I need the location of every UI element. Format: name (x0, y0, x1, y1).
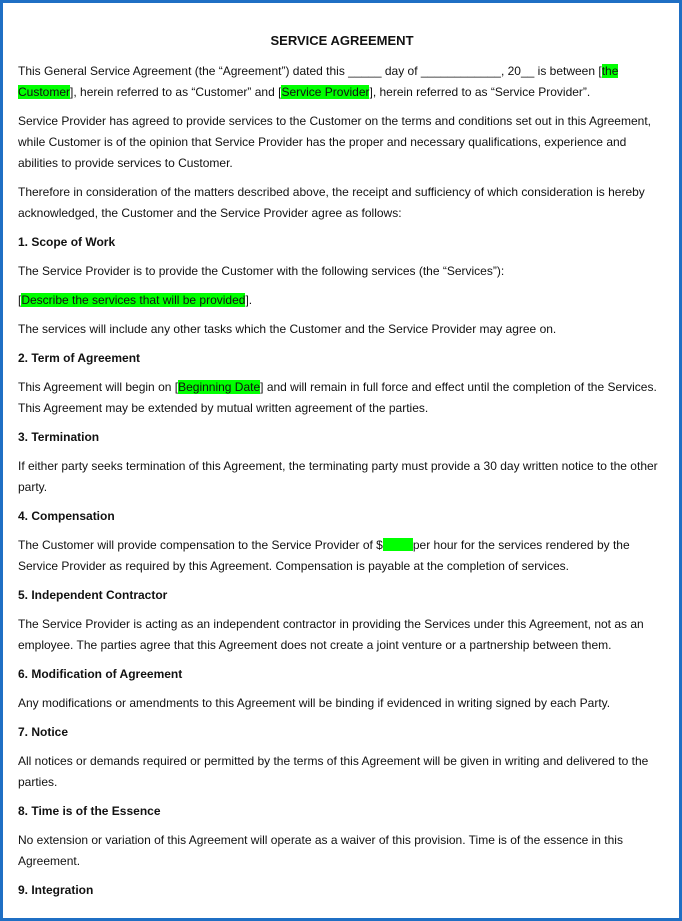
section-heading-integration: 9. Integration (18, 883, 94, 897)
qualifications-paragraph: Service Provider has agreed to provide services to the Customer on the terms and conditions set out in this Agreement, while Customer is of the opinion that Service Provider has the proper and necessary qualifications, experience and abilities to provide services to Customer. (18, 114, 651, 170)
modification-paragraph: Any modifications or amendments to this Agreement will be binding if evidenced in writing signed by each Party. (18, 696, 611, 710)
intro-text-3: ], herein referred to as “Service Provider”. (369, 85, 591, 99)
rate-placeholder[interactable] (383, 538, 413, 551)
contractor-paragraph: The Service Provider is acting as an independent contractor in providing the Services under this Agreement, not as an employee. The parties agree that this Agreement does not create a joint venture or a partnership between them. (18, 617, 644, 652)
scope-paragraph-3: The services will include any other tasks which the Customer and the Service Provider may agree on. (18, 322, 557, 336)
intro-text-1: This General Service Agreement (the “Agreement”) dated this _____ day of ____________, 20__ is between [ (18, 64, 602, 78)
bracket-close: ]. (245, 293, 253, 307)
section-heading-essence: 8. Time is of the Essence (18, 804, 161, 818)
term-text-1: This Agreement will begin on [ (18, 380, 179, 394)
document-body (18, 21, 666, 909)
term-text-2: ] and will remain in full force and effect until the completion of the Services. This Agreement may be extended by mutual written agreement of the parties. (18, 380, 657, 415)
compensation-text-2: per hour for the services rendered by the Service Provider as required by this Agreement. Compensation is payable at the completion of services. (18, 538, 630, 573)
termination-paragraph: If either party seeks termination of this Agreement, the terminating party must provide a 30 day written notice to the other party. (18, 459, 658, 494)
section-heading-modification: 6. Modification of Agreement (18, 667, 183, 681)
bracket-open: [ (18, 293, 22, 307)
section-heading-scope: 1. Scope of Work (18, 235, 116, 249)
compensation-text-1: The Customer will provide compensation to the Service Provider of $ (18, 538, 383, 552)
service-provider-placeholder[interactable]: Service Provider (281, 85, 370, 99)
section-heading-contractor: 5. Independent Contractor (18, 588, 168, 602)
document-title: SERVICE AGREEMENT (270, 33, 414, 48)
term-paragraph (18, 377, 666, 419)
beginning-date-placeholder[interactable]: Beginning Date (178, 380, 261, 394)
scope-paragraph-1: The Service Provider is to provide the Customer with the following services (the “Services”): (18, 264, 505, 278)
section-heading-compensation: 4. Compensation (18, 509, 115, 523)
scope-paragraph-2 (18, 290, 666, 311)
services-placeholder[interactable]: Describe the services that will be provided (21, 293, 246, 307)
section-heading-termination: 3. Termination (18, 430, 100, 444)
compensation-paragraph (18, 535, 666, 577)
notice-paragraph: All notices or demands required or permitted by the terms of this Agreement will be given in writing and delivered to the parties. (18, 754, 649, 789)
section-heading-term: 2. Term of Agreement (18, 351, 141, 365)
customer-placeholder[interactable]: the Customer (18, 64, 619, 99)
consideration-paragraph: Therefore in consideration of the matters described above, the receipt and sufficiency of which consideration is hereby acknowledged, the Customer and the Service Provider agree as follows: (18, 185, 645, 220)
intro-text-2: ], herein referred to as “Customer” and [ (70, 85, 282, 99)
section-heading-notice: 7. Notice (18, 725, 69, 739)
essence-paragraph: No extension or variation of this Agreement will operate as a waiver of this provision. Time is of the essence in this Agreement. (18, 833, 623, 868)
intro-paragraph (18, 61, 666, 103)
